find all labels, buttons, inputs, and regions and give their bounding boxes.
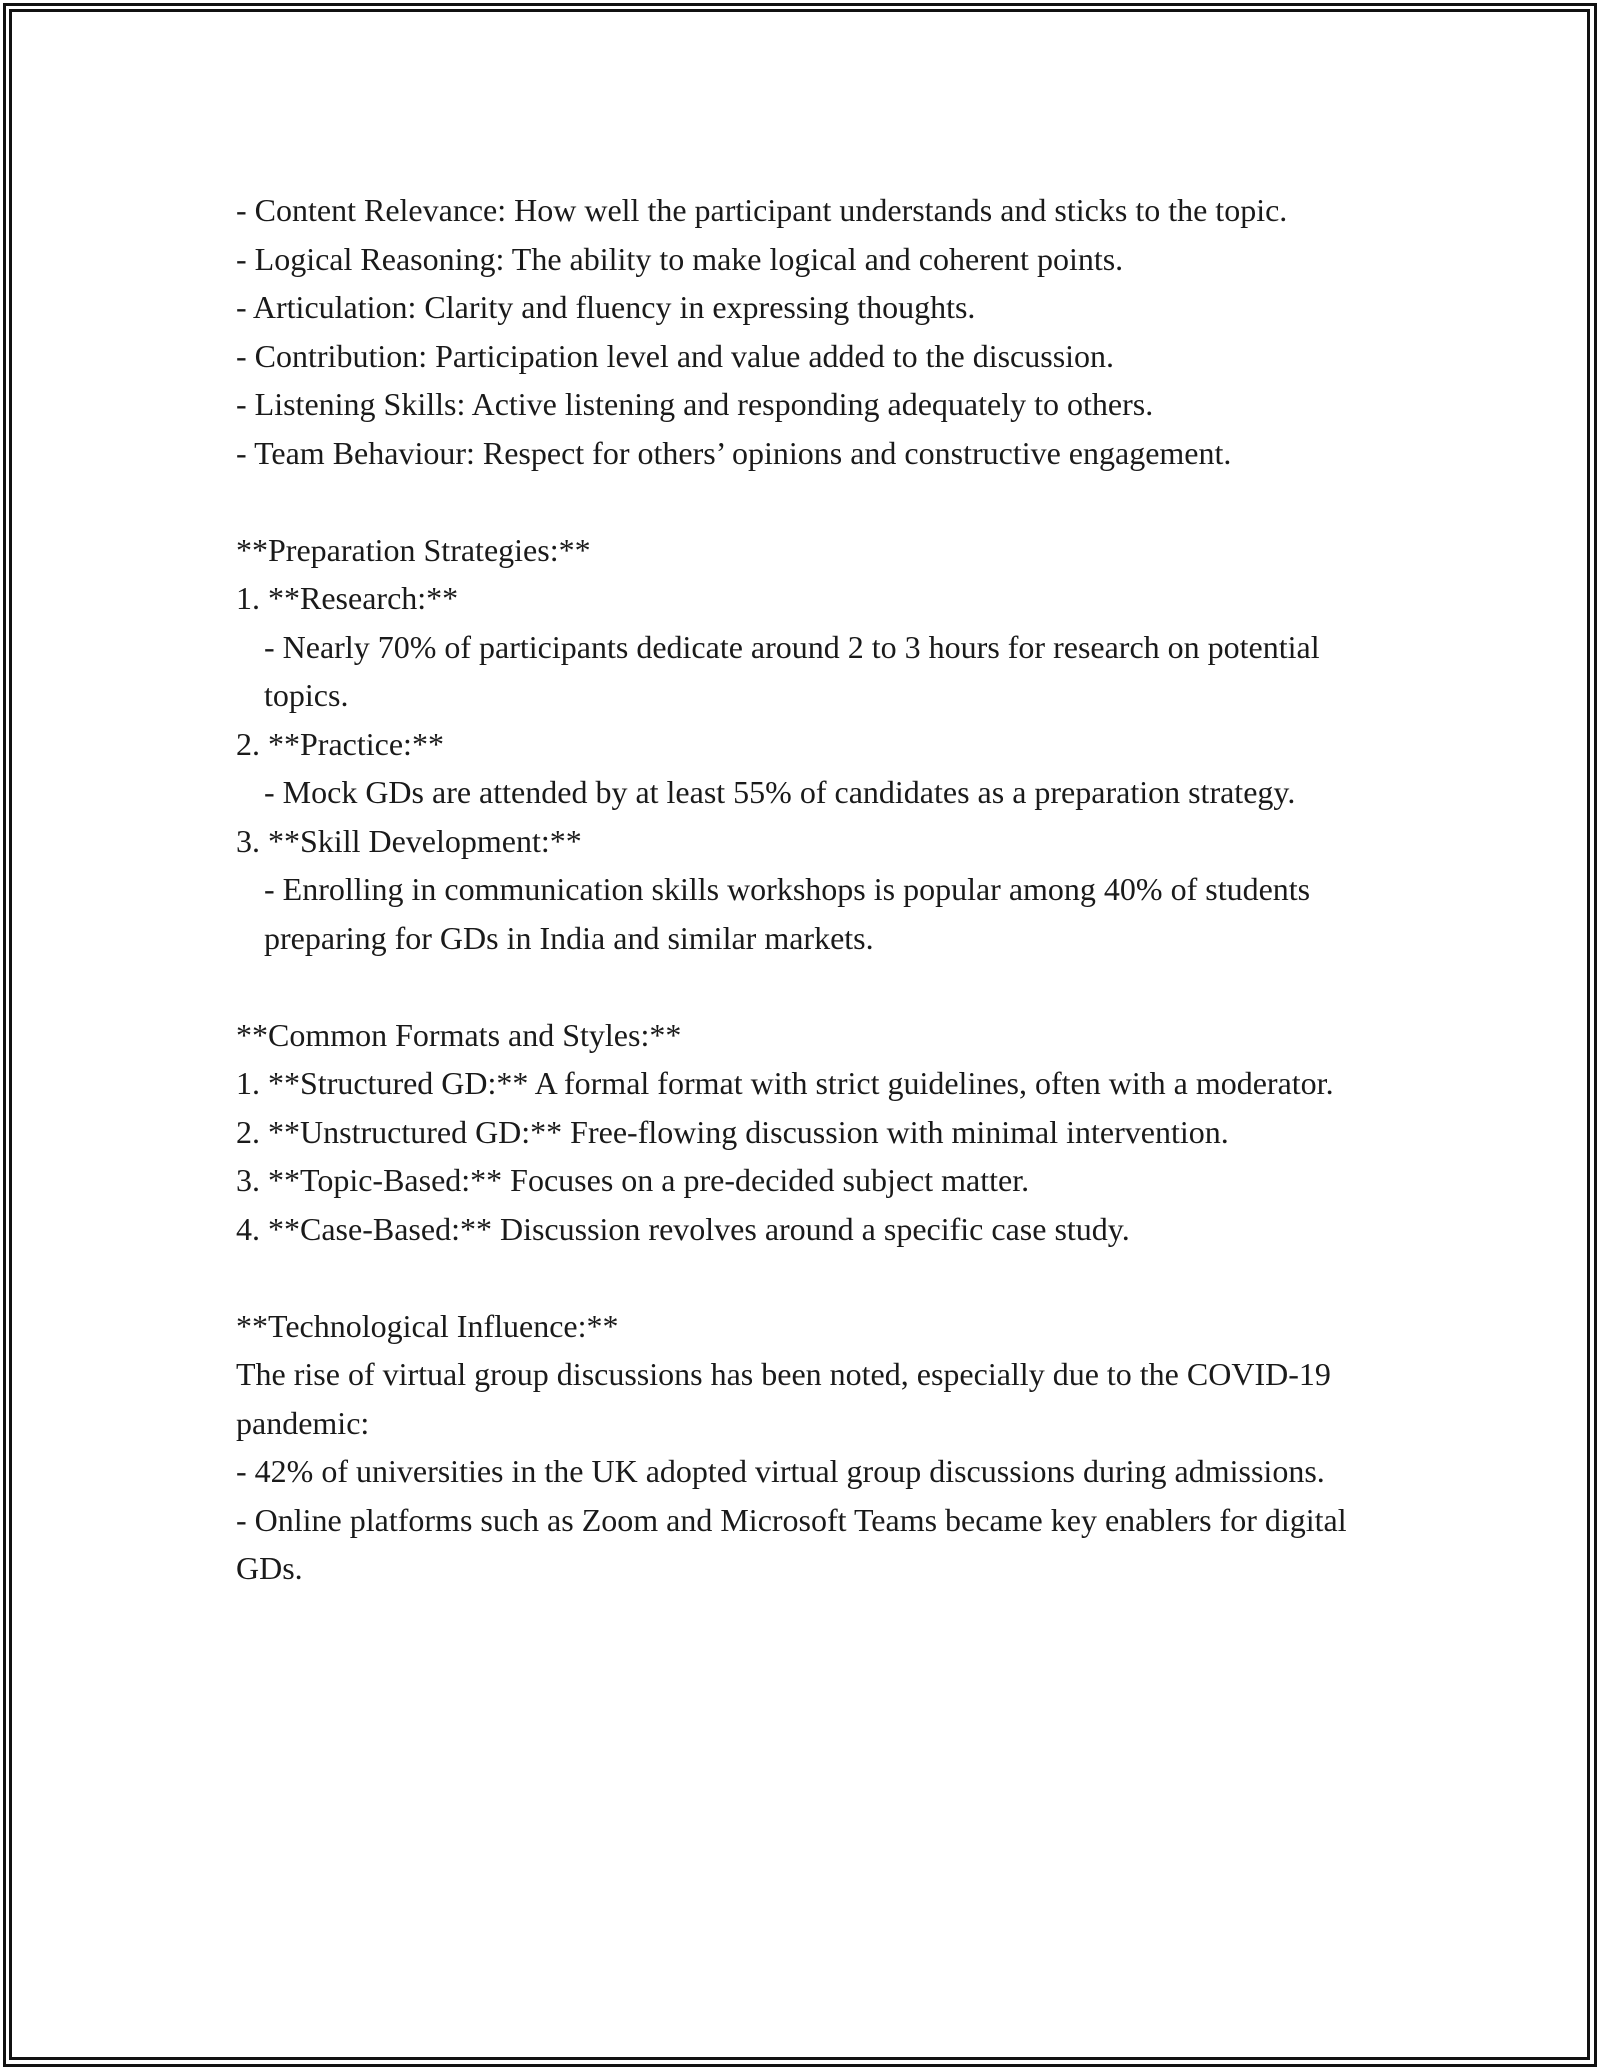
prep-item-skill-development: 3. **Skill Development:** bbox=[236, 822, 582, 859]
criteria-contribution: - Contribution: Participation level and value added to the discussion. bbox=[236, 337, 1115, 374]
technology-uk-universities: - 42% of universities in the UK adopted virtual group discussions during admissions. bbox=[236, 1453, 1325, 1489]
technology-online-platforms: - Online platforms such as Zoom and Microsoft Teams became key enablers for digital GDs. bbox=[236, 1501, 1355, 1586]
blank-line bbox=[236, 477, 1371, 526]
prep-item-practice: 2. **Practice:** bbox=[236, 725, 444, 762]
criteria-content-relevance: - Content Relevance: How well the participant understands and sticks to the topic. bbox=[236, 192, 1288, 228]
document-body bbox=[236, 186, 1371, 1593]
section-heading-technology: **Technological Influence:** bbox=[236, 1307, 619, 1344]
blank-line bbox=[236, 1253, 1371, 1302]
prep-practice-detail: - Mock GDs are attended by at least 55% of candidates as a preparation strategy. bbox=[264, 774, 1296, 810]
criteria-team-behaviour: - Team Behaviour: Respect for others’ opinions and constructive engagement. bbox=[236, 434, 1232, 471]
criteria-articulation: - Articulation: Clarity and fluency in expressing thoughts. bbox=[236, 289, 976, 325]
prep-item-research: 1. **Research:** bbox=[236, 580, 459, 616]
format-structured: 1. **Structured GD:** A formal format with strict guidelines, often with a moderator. bbox=[236, 1065, 1334, 1101]
section-heading-preparation: **Preparation Strategies:** bbox=[236, 531, 591, 568]
prep-research-detail: - Nearly 70% of participants dedicate around 2 to 3 hours for research on potential topics. bbox=[264, 628, 1328, 713]
blank-line bbox=[236, 962, 1371, 1011]
format-case-based: 4. **Case-Based:** Discussion revolves around a specific case study. bbox=[236, 1210, 1130, 1247]
prep-skill-development-detail: - Enrolling in communication skills workshops is popular among 40% of students preparing for GDs in India and similar markets. bbox=[264, 871, 1319, 956]
section-heading-formats: **Common Formats and Styles:** bbox=[236, 1016, 682, 1053]
format-topic-based: 3. **Topic-Based:** Focuses on a pre-decided subject matter. bbox=[236, 1162, 1030, 1198]
criteria-listening-skills: - Listening Skills: Active listening and responding adequately to others. bbox=[236, 386, 1154, 422]
technology-intro: The rise of virtual group discussions has been noted, especially due to the COVID-19 pandemic: bbox=[236, 1356, 1339, 1441]
format-unstructured: 2. **Unstructured GD:** Free-flowing discussion with minimal intervention. bbox=[236, 1113, 1229, 1150]
criteria-logical-reasoning: - Logical Reasoning: The ability to make logical and coherent points. bbox=[236, 240, 1124, 277]
